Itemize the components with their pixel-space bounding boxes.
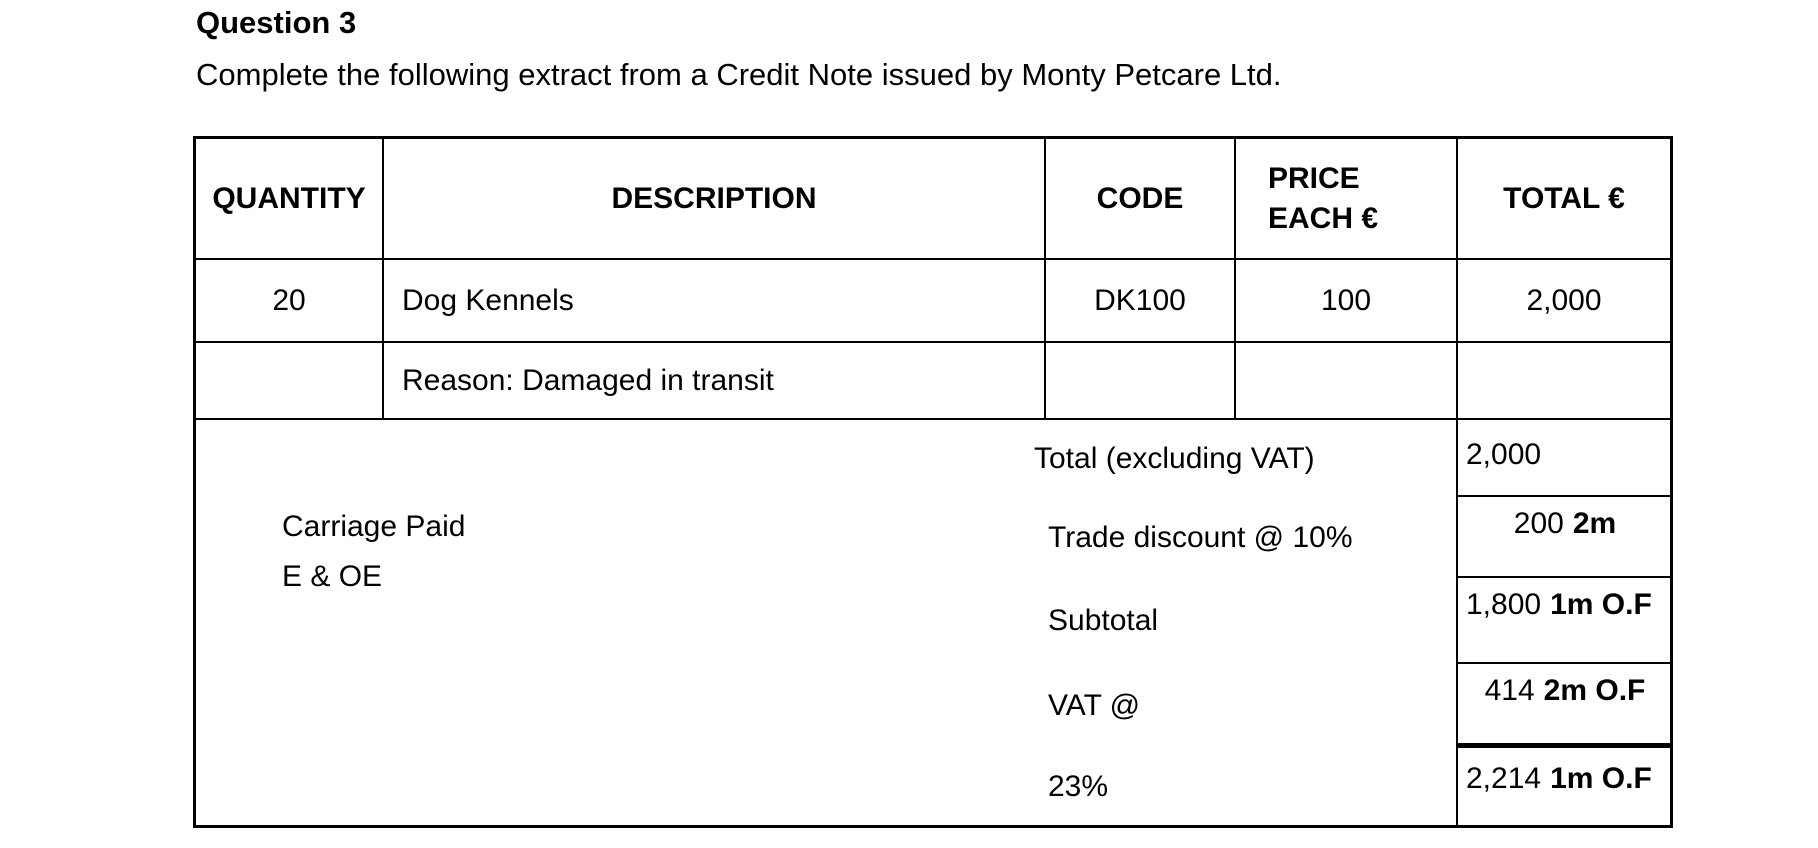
- summary-label-text: Total (excluding VAT): [1034, 441, 1315, 475]
- price-each-line2: EACH €: [1268, 201, 1379, 235]
- summary-label-text: Trade discount @ 10%: [1048, 520, 1353, 554]
- question-title: Question 3: [196, 5, 357, 40]
- summary-label-text: VAT @: [1048, 689, 1141, 722]
- cell-quantity-empty: [196, 343, 384, 418]
- summary-value-text: 1,800: [1466, 588, 1542, 621]
- carriage-paid-note: Carriage Paid: [282, 510, 466, 543]
- e-and-oe-note: E & OE: [282, 560, 383, 593]
- summary-value-text: 2,000: [1466, 438, 1542, 471]
- summary-labels-column: [1034, 420, 1353, 825]
- column-header-price-each: [1236, 139, 1458, 258]
- cell-price-each: 100: [1236, 260, 1458, 341]
- summary-section: [196, 420, 1670, 825]
- cell-total-empty: [1458, 343, 1670, 418]
- column-header-total: TOTAL €: [1503, 181, 1625, 215]
- summary-value-trade-discount: [1458, 497, 1670, 578]
- summary-value-vat: [1458, 664, 1670, 748]
- summary-label-vat-at: [1034, 664, 1353, 748]
- marks-annotation: 1m O.F: [1550, 762, 1652, 795]
- footer-notes: [282, 502, 465, 602]
- cell-quantity: 20: [196, 260, 384, 341]
- column-header-quantity: QUANTITY: [196, 139, 384, 258]
- cell-price-empty: [1236, 343, 1458, 418]
- cell-description: Dog Kennels: [384, 260, 1046, 341]
- summary-label-total-excl-vat: [1034, 420, 1353, 497]
- summary-value-text: 2,214: [1466, 762, 1542, 795]
- summary-label-trade-discount: [1034, 497, 1353, 578]
- table-row-reason: [196, 343, 1670, 420]
- summary-label-text: 23%: [1048, 769, 1109, 803]
- summary-label-subtotal: [1034, 578, 1353, 664]
- credit-note-table: [193, 136, 1673, 828]
- summary-label-text: Subtotal: [1048, 604, 1159, 637]
- table-row-item: [196, 260, 1670, 343]
- column-header-code: CODE: [1046, 139, 1236, 258]
- marks-annotation: 2m: [1572, 507, 1617, 540]
- summary-values-column: [1458, 420, 1670, 825]
- cell-total: 2,000: [1526, 283, 1602, 317]
- marks-annotation: 2m O.F: [1543, 674, 1646, 707]
- cell-code: DK100: [1046, 260, 1236, 341]
- instruction-text: Complete the following extract from a Credit Note issued by Monty Petcare Ltd.: [196, 57, 1282, 92]
- summary-value-text: 414: [1484, 674, 1535, 707]
- cell-reason: Reason: Damaged in transit: [384, 343, 1046, 418]
- summary-left-cell: [196, 420, 1458, 825]
- summary-value-total-excl-vat: [1458, 420, 1670, 497]
- marks-annotation: 1m O.F: [1550, 588, 1652, 621]
- table-header-row: [196, 139, 1670, 260]
- summary-value-grand-total: [1458, 748, 1670, 825]
- price-each-line1: PRICE: [1268, 161, 1360, 195]
- summary-value-subtotal: [1458, 578, 1670, 664]
- column-header-description: DESCRIPTION: [384, 139, 1046, 258]
- summary-value-text: 200: [1513, 507, 1564, 540]
- summary-label-vat-rate: [1034, 748, 1353, 825]
- cell-code-empty: [1046, 343, 1236, 418]
